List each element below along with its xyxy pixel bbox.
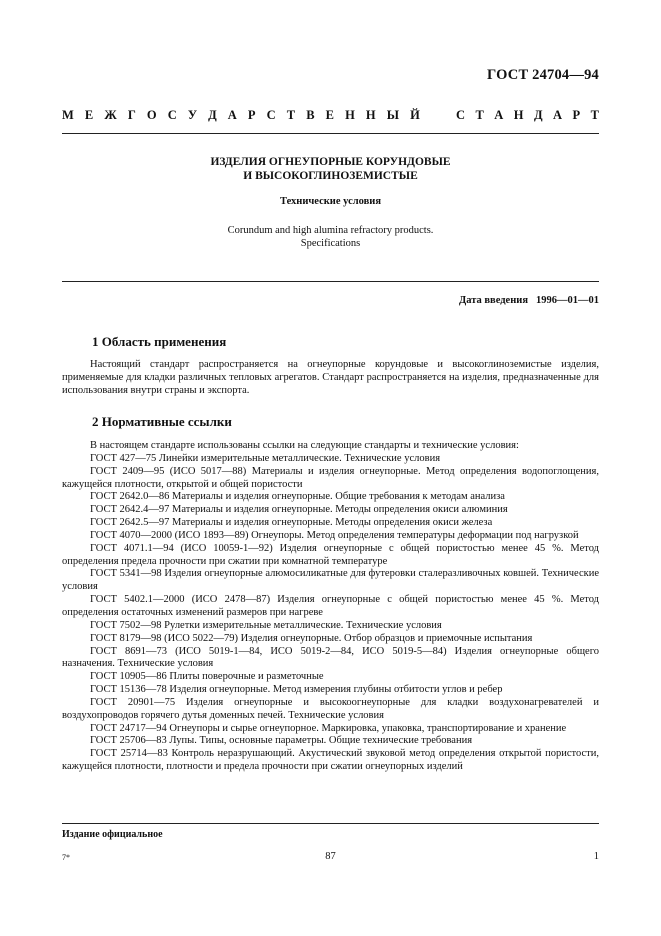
title-subtitle: Технические условия (279, 196, 382, 207)
banner-letter: Р (247, 108, 256, 122)
reference-item: ГОСТ 2642.5—97 Материалы и изделия огнеупорные. Методы определения окиси железа (90, 517, 493, 529)
reference-item: ГОСТ 24717—94 Огнеупоры и сырье огнеупорное. Маркировка, упаковка, транспортирование и хранение (90, 722, 567, 734)
banner-letter: У (187, 108, 197, 122)
reference-item: ГОСТ 427—75 Линейки измерительные металлические. Технические условия (90, 452, 441, 464)
reference-item: ГОСТ 25706—83 Лупы. Типы, основные параметры. Общие технические требования (90, 735, 473, 747)
reference-item: ГОСТ 7502—98 Рулетки измерительные металлические. Технические условия (90, 619, 442, 631)
banner-letter: А (553, 108, 563, 122)
official-edition-label: Издание официальное (62, 829, 163, 840)
section-2-heading: 2 Нормативные ссылки (92, 414, 232, 429)
signature-mark: 7* (62, 853, 70, 862)
banner-letter: М (62, 108, 74, 122)
banner-letter: Р (572, 108, 581, 122)
section-1-text: Настоящий стандарт распространяется на огнеупорные корундовые и высокоглиноземистые изделия, применяемые для кладки различных тепловых агрегатов. Стандарт распространяется на изделия, предназначенные для использования внутри страны и экспорта. (62, 359, 599, 396)
intro-date-label: Дата введения (459, 295, 528, 306)
reference-item: ГОСТ 5341—98 Изделия огнеупорные алюмосиликатные для футеровки сталеразливочных ковшей. Технические условия (62, 568, 599, 593)
banner-letter: С (266, 108, 276, 122)
reference-item: ГОСТ 4071.1—94 (ИСО 10059-1—92) Изделия огнеупорные с общей пористостью менее 45 %. Метод определения предела прочности при сжатии при комнатной температуре (62, 542, 599, 567)
banner-letter: С (456, 108, 466, 122)
footer-divider (62, 823, 599, 824)
reference-item: ГОСТ 10905—86 Плиты поверочные и разметочные (90, 671, 324, 683)
title-line-2: И ВЫСОКОГЛИНОЗЕМИСТЫЕ (243, 170, 418, 182)
reference-intro: В настоящем стандарте использованы ссылки на следующие стандарты и технические условия: (90, 440, 519, 451)
banner-letter: Г (127, 108, 136, 122)
banner-letter: Н (513, 108, 524, 122)
english-title-line-1: Corundum and high alumina refractory products. (227, 225, 434, 236)
page-number-right: 1 (593, 851, 599, 862)
reference-item: ГОСТ 20901—75 Изделия огнеупорные и высокоогнеупорные для кладки воздухонагревателей и воздухопроводов горячего дутья доменных печей. Технические условия (62, 696, 599, 721)
title-line-1: ИЗДЕЛИЯ ОГНЕУПОРНЫЕ КОРУНДОВЫЕ (210, 156, 451, 168)
reference-item: ГОСТ 25714—83 Контроль неразрушающий. Акустический звуковой метод определения открытой пористости, кажущейся плотности, плотности и предела прочности при сжатии огнеупорных изделий (62, 748, 599, 773)
banner-letter: Е (84, 108, 94, 122)
banner-letter: Т (590, 108, 599, 122)
standard-number: ГОСТ 24704—94 (487, 67, 599, 83)
banner-word-standard (456, 108, 599, 123)
reference-item: ГОСТ 15136—78 Изделия огнеупорные. Метод измерения глубины отбитости углов и ребер (90, 684, 503, 696)
intro-date (459, 295, 599, 306)
banner-letter: О (146, 108, 157, 122)
reference-item: ГОСТ 4070—2000 (ИСО 1893—89) Огнеупоры. Метод определения температуры деформации под нагрузкой (90, 529, 579, 541)
banner-letter: Ы (386, 108, 400, 122)
reference-item: ГОСТ 5402.1—2000 (ИСО 2478—87) Изделия огнеупорные с общей пористостью менее 45 %. Метод определения остаточных изменений размеров при нагреве (62, 594, 599, 618)
intro-date-value: 1996—01—01 (536, 295, 599, 306)
page-number-center: 87 (325, 851, 336, 862)
banner-letter: Н (345, 108, 355, 122)
banner-letter: Т (475, 108, 484, 122)
reference-item: ГОСТ 2642.4—97 Материалы и изделия огнеупорные. Методы определения окиси алюминия (90, 504, 508, 516)
interstate-standard-banner (62, 108, 599, 123)
banner-letter: Д (208, 108, 217, 122)
banner-letter: А (227, 108, 237, 122)
banner-letter: Й (410, 108, 420, 122)
banner-word-interstate (62, 108, 420, 123)
reference-item: ГОСТ 2642.0—86 Материалы и изделия огнеупорные. Общие требования к методам анализа (90, 491, 505, 503)
banner-letter: С (167, 108, 177, 122)
banner-letter: Ж (104, 108, 117, 122)
banner-letter: Т (286, 108, 296, 122)
banner-letter: А (494, 108, 504, 122)
reference-item: ГОСТ 2409—95 (ИСО 5017—88) Материалы и изделия огнеупорные. Метод определения водопоглощения, кажущейся плотности, открытой и общей пористости (62, 465, 599, 490)
section-1-heading: 1 Область применения (92, 334, 227, 349)
reference-item: ГОСТ 8179—98 (ИСО 5022—79) Изделия огнеупорные. Отбор образцов и приемочные испытания (90, 632, 533, 644)
banner-letter: В (306, 108, 315, 122)
references-list (62, 440, 599, 774)
banner-letter: Е (325, 108, 334, 122)
banner-letter: Н (365, 108, 376, 122)
english-title-line-2: Specifications (300, 238, 361, 249)
header-divider (62, 133, 599, 134)
banner-letter: Д (533, 108, 543, 122)
title-divider (62, 281, 599, 282)
reference-item: ГОСТ 8691—73 (ИСО 5019-1—84, ИСО 5019-2—84, ИСО 5019-5—84) Изделия огнеупорные общего назначения. Технические условия (62, 645, 599, 670)
